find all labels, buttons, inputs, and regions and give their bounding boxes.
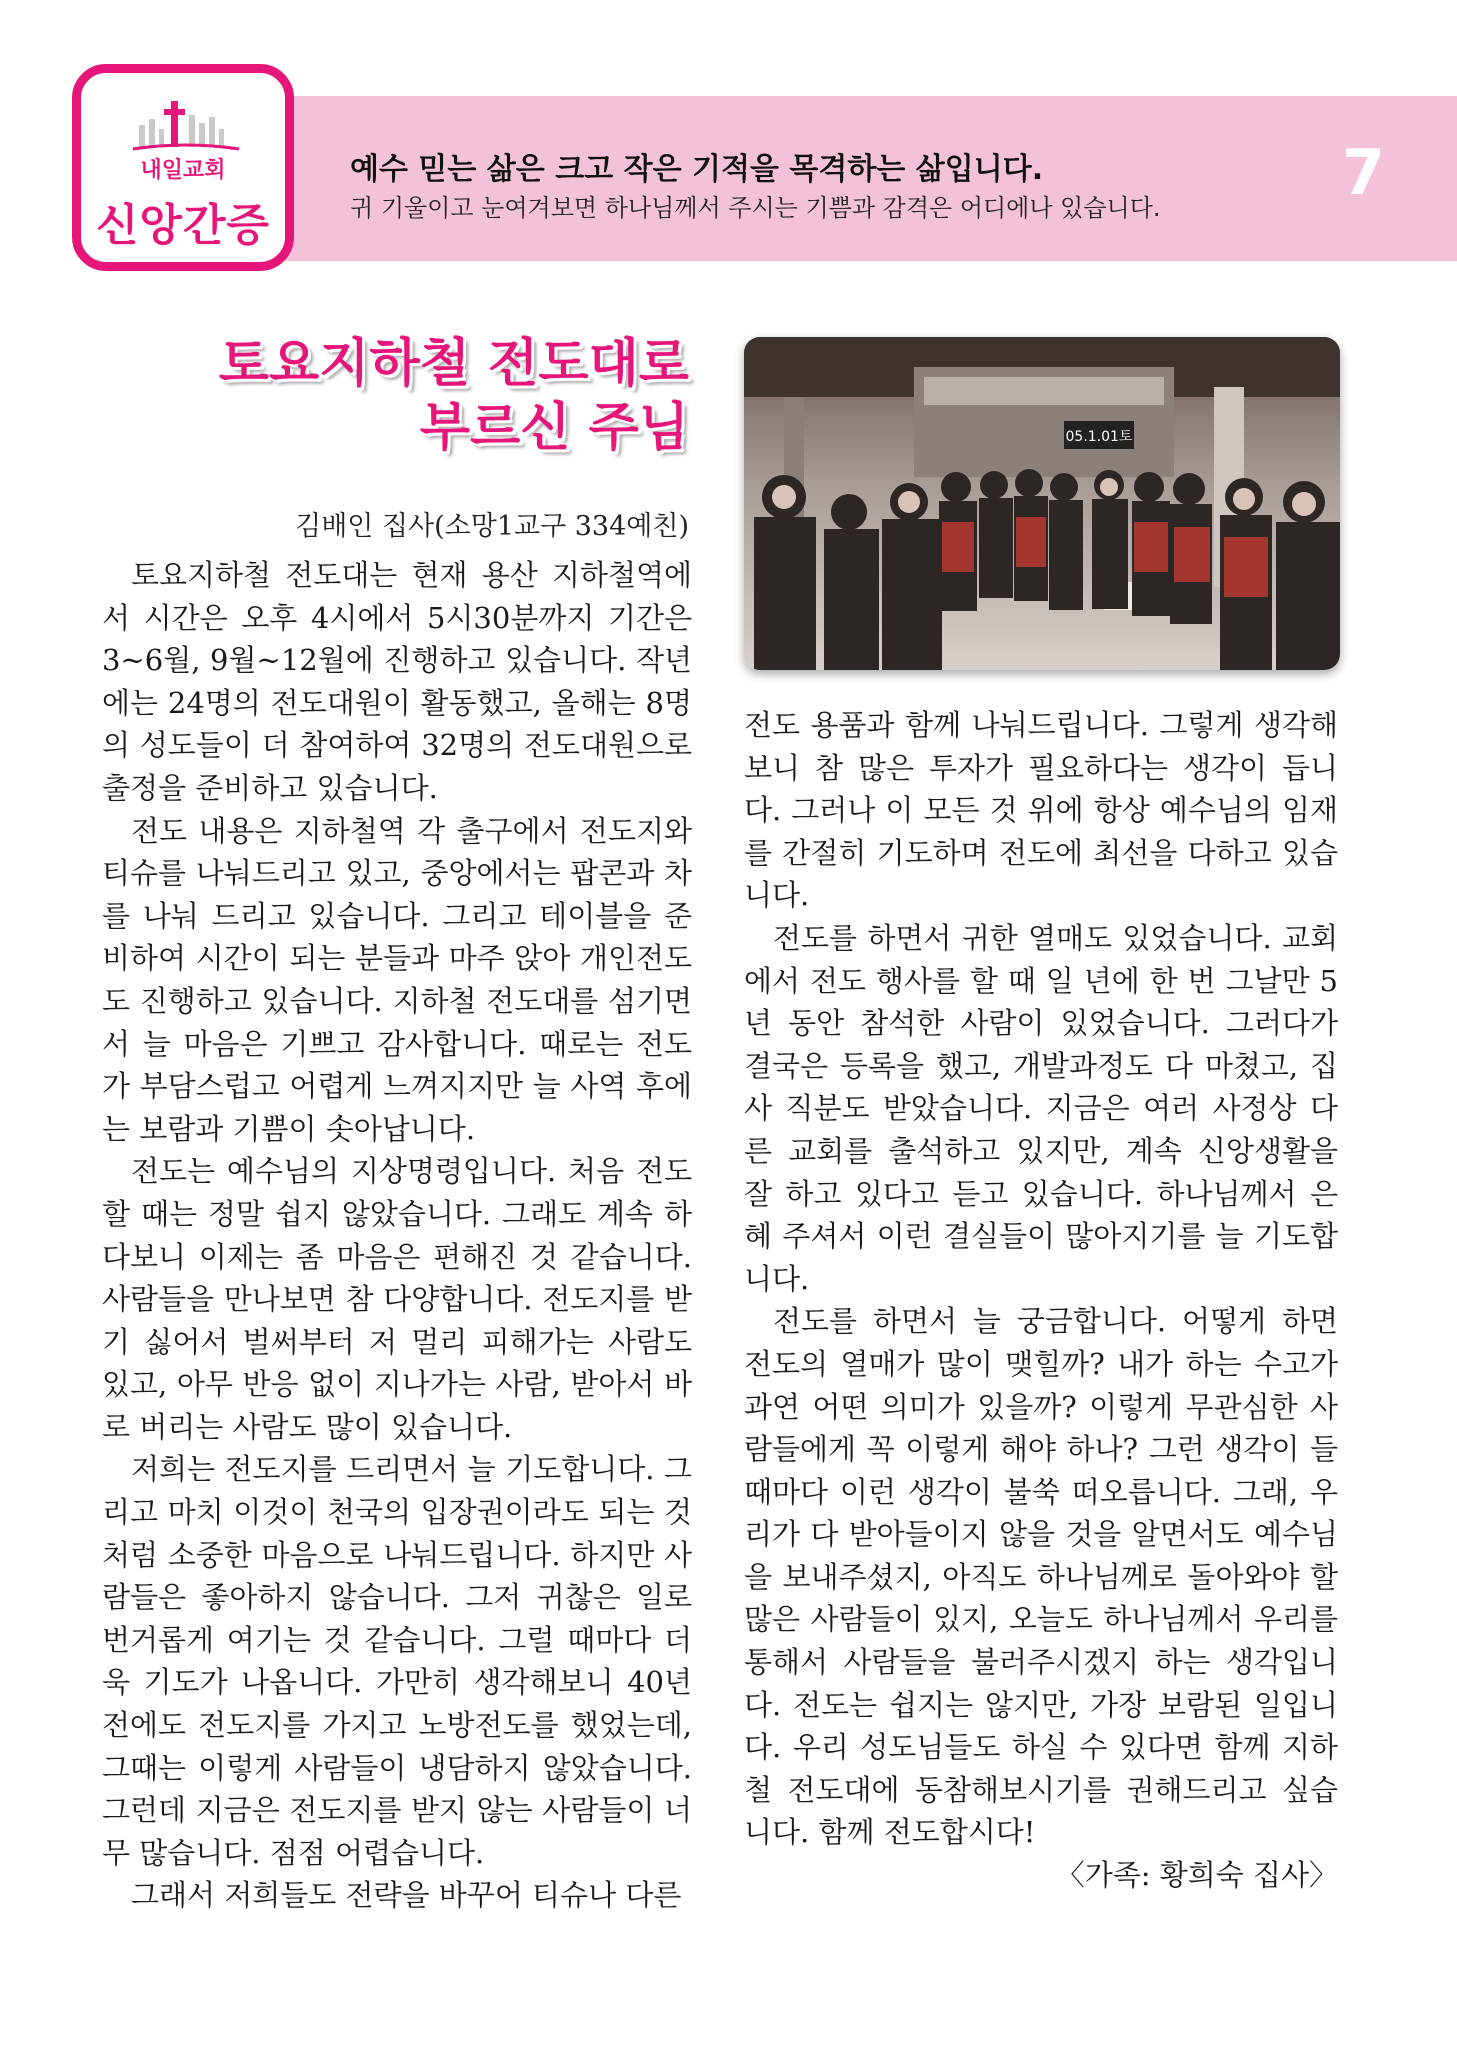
article-title-line-1: 토요지하철 전도대로 <box>218 334 689 394</box>
paragraph: 전도 용품과 함께 나눠드립니다. 그렇게 생각해보니 참 많은 투자가 필요하다는 생각이 듭니다. 그러나 이 모든 것 위에 항상 예수님의 임재를 간절히 기도하며 전도에 최선을 다하고 있습니다. <box>744 708 1338 913</box>
header-band <box>280 96 1457 261</box>
church-name: 내일교회 <box>140 158 226 183</box>
evangelism-team-photo <box>744 337 1340 670</box>
article-title-line-2: 부르신 주님 <box>419 398 689 458</box>
paragraph: 전도는 예수님의 지상명령입니다. 처음 전도할 때는 정말 쉽지 않았습니다. 그래도 계속 하다보니 이제는 좀 마음은 편해진 것 같습니다. 사람들을 만나보면 참 다양합니다. 전도지를 받기 싫어서 벌써부터 저 멀리 피해가는 사람도 있고, 아무 반응 없이 지나가는 사람, 받아서 바로 버리는 사람도 많이 있습니다. <box>102 1154 692 1444</box>
section-logo-box <box>72 64 294 271</box>
header-subtitle: 귀 기울이고 눈여겨보면 하나님께서 주시는 기쁨과 감격은 어디에나 있습니다. <box>350 194 1161 222</box>
article-author: 김배인 집사(소망1교구 334예친) <box>295 511 689 542</box>
article-title <box>219 332 689 460</box>
section-label: 신앙간증 <box>95 200 270 251</box>
paragraph: 그래서 저희들도 전략을 바꾸어 티슈나 다른 <box>131 1878 682 1913</box>
paragraph: 저희는 전도지를 드리면서 늘 기도합니다. 그리고 마치 이것이 천국의 입장권이라도 되는 것처럼 소중한 마음으로 나눠드립니다. 하지만 사람들은 좋아하지 않습니다. 그저 귀찮은 일로 번거롭게 여기는 것 같습니다. 그럴 때마다 더욱 기도가 나옵니다. 가만히 생각해보니 40년 전에도 전도지를 가지고 노방전도를 했었는데, 그때는 이렇게 사람들이 냉담하지 않았습니다. 그런데 지금은 전도지를 받지 않는 사람들이 너무 많습니다. 점점 어렵습니다. <box>102 1452 692 1870</box>
paragraph: 전도를 하면서 늘 궁금합니다. 어떻게 하면 전도의 열매가 많이 맺힐까? 내가 하는 수고가 과연 어떤 의미가 있을까? 이렇게 무관심한 사람들에게 꼭 이렇게 해야 하나? 그런 생각이 들 때마다 이런 생각이 불쑥 떠오릅니다. 그래, 우리가 다 받아들이지 않을 것을 알면서도 예수님을 보내주셨지, 아직도 하나님께로 돌아와야 할 많은 사람들이 있지, 오늘도 하나님께서 우리를 통해서 사람들을 불러주시겠지 하는 생각입니다. 전도는 쉽지는 않지만, 가장 보람된 일입니다. 우리 성도님들도 하실 수 있다면 함께 지하철 전도대에 동참해보시기를 권해드리고 싶습니다. 함께 전도합시다! <box>744 1304 1338 1850</box>
church-skyline-icon <box>131 95 241 153</box>
paragraph: 전도 내용은 지하철역 각 출구에서 전도지와 티슈를 나눠드리고 있고, 중앙에서는 팝콘과 차를 나눠 드리고 있습니다. 그리고 테이블을 준비하여 시간이 되는 분들과 마주 앉아 개인전도도 진행하고 있습니다. 지하철 전도대를 섬기면서 늘 마음은 기쁘고 감사합니다. 때로는 전도가 부담스럽고 어렵게 느껴지지만 늘 사역 후에는 보람과 기쁨이 솟아납니다. <box>102 813 692 1146</box>
header-title: 예수 믿는 삶은 크고 작은 기적을 목격하는 삶입니다. <box>350 152 1044 187</box>
paragraph: 전도를 하면서 귀한 열매도 있었습니다. 교회에서 전도 행사를 할 때 일 년에 한 번 그날만 5년 동안 참석한 사람이 있었습니다. 그러다가 결국은 등록을 했고, 개발과정도 다 마쳤고, 집사 직분도 받았습니다. 지금은 여러 사정상 다른 교회를 출석하고 있지만, 계속 신앙생활을 잘 하고 있다고 듣고 있습니다. 하나님께서 은혜 주셔서 이런 결실들이 많아지기를 늘 기도합니다. <box>744 920 1338 1296</box>
page-number: 7 <box>1341 136 1385 209</box>
paragraph: 토요지하철 전도대는 현재 용산 지하철역에서 시간은 오후 4시에서 5시30분까지 기간은 3~6월, 9월~12월에 진행하고 있습니다. 작년에는 24명의 전도대원이 활동했고, 올해는 8명의 성도들이 더 참여하여 32명의 전도대원으로 출정을 준비하고 있습니다. <box>102 558 692 805</box>
article-right-column <box>744 704 1338 1897</box>
photo-sign-text: 05.1.01토 <box>1065 429 1133 445</box>
family-note: 〈가족: 황희숙 집사〉 <box>1055 1858 1338 1893</box>
article-left-column <box>102 554 692 1917</box>
